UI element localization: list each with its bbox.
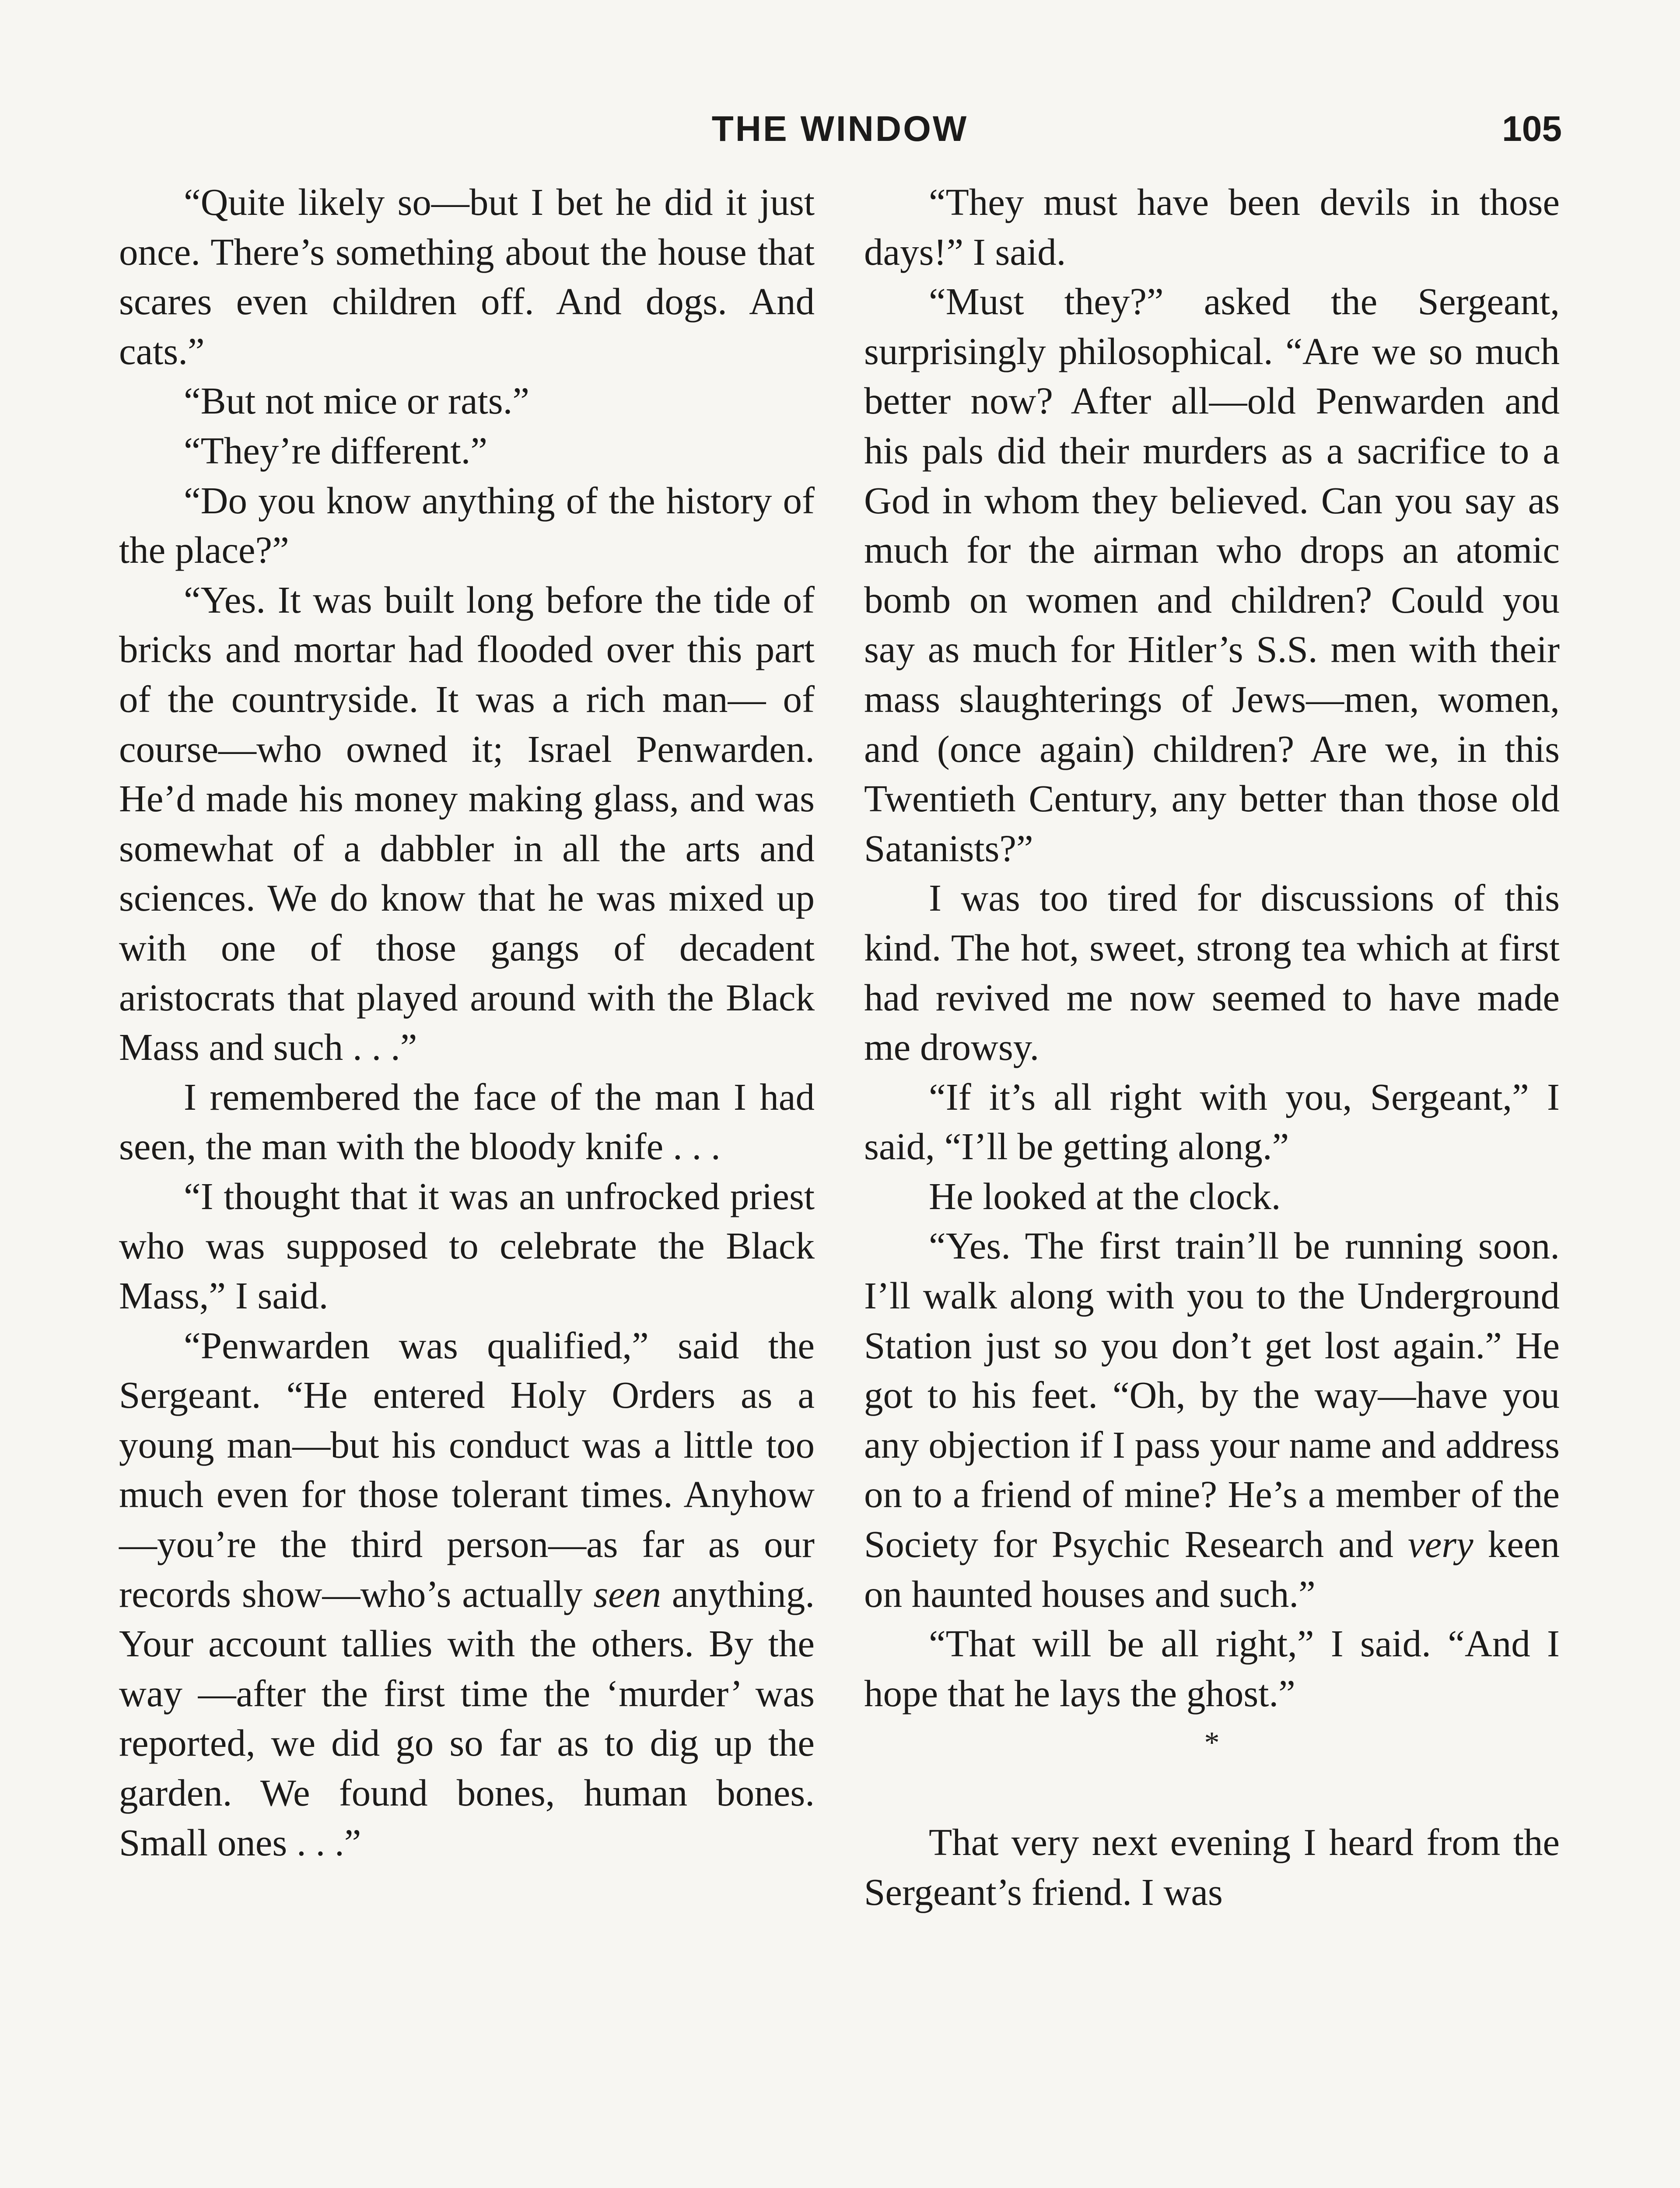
paragraph: “They’re different.” (184, 429, 487, 472)
paragraph (864, 1221, 1560, 1619)
paragraph: “Must they?” asked the Sergeant, surprisingly philosophical. “Are we so much better now? After all—old Penwarden and his pals did their murders as a sacrifice to a God in whom they believed. Can you say as much for the airman who drops an atomic bomb on women and children? Could you say as much for Hitler’s S.S. men with their mass slaughterings of Jews—men, women, and (once again) children? Are we, in this Twentieth Century, any better than those old Satanists?” (864, 280, 1560, 870)
right-text-column (864, 177, 1560, 1917)
paragraph: He looked at the clock. (929, 1175, 1281, 1217)
emphasis-text: very (1407, 1523, 1474, 1566)
page-header (118, 105, 1562, 153)
paragraph: “Quite likely so—but I bet he did it just once. There’s something about the house that scares even children off. And dogs. And cats.” (119, 181, 815, 372)
page-number: 105 (1502, 109, 1562, 149)
running-head-title: THE WINDOW (711, 109, 969, 149)
paragraph: I was too tired for discussions of this kind. The hot, sweet, strong tea which at first had revived me now seemed to have made me drowsy. (864, 877, 1560, 1069)
paragraph-text: keen on haunted houses and such.” (864, 1523, 1560, 1615)
paragraph: I remembered the face of the man I had seen, the man with the bloody knife . . . (119, 1075, 815, 1168)
section-break-asterisk: * (1204, 1726, 1220, 1760)
paragraph (119, 1321, 815, 1868)
paragraph: “If it’s all right with you, Sergeant,” I said, “I’ll be getting along.” (864, 1075, 1560, 1168)
section-break (864, 1718, 1560, 1817)
paragraph-text: anything. Your account tallies with the others. By the way —after the first time the ‘murder’ was reported, we did go so far as to dig up the garden. We found bones, human bones. Small ones . . .” (119, 1572, 815, 1864)
left-text-column (119, 177, 815, 1867)
paragraph: “That will be all right,” I said. “And I hope that he lays the ghost.” (864, 1622, 1560, 1715)
paragraph: “But not mice or rats.” (184, 379, 530, 422)
paragraph-text: “Yes. The first train’ll be running soon. I’ll walk along with you to the Underground Station just so you don’t get lost again.” He got to his feet. “Oh, by the way—have you any objection if I pass your name and address on to a friend of mine? He’s a member of the Society for Psychic Research and (864, 1224, 1560, 1566)
paragraph: “I thought that it was an unfrocked priest who was supposed to celebrate the Black Mass,” I said. (119, 1175, 815, 1317)
paragraph: “They must have been devils in those days!” I said. (864, 181, 1560, 273)
paragraph-text: “Penwarden was qualified,” said the Sergeant. “He entered Holy Orders as a young man—but his conduct was a little too much even for those tolerant times. Anyhow—you’re the third person—as far as our records show—who’s actually (119, 1324, 815, 1615)
emphasis-text: seen (593, 1572, 661, 1615)
paragraph: “Do you know anything of the history of the place?” (119, 479, 815, 572)
paragraph: “Yes. It was built long before the tide of bricks and mortar had flooded over this part of the countryside. It was a rich man— of course—who owned it; Israel Penwarden. He’d made his money making glass, and was somewhat of a dabbler in all the arts and sciences. We do know that he was mixed up with one of those gangs of decadent aristocrats that played around with the Black Mass and such . . .” (119, 578, 815, 1069)
paragraph: That very next evening I heard from the Sergeant’s friend. I was (864, 1821, 1560, 1913)
